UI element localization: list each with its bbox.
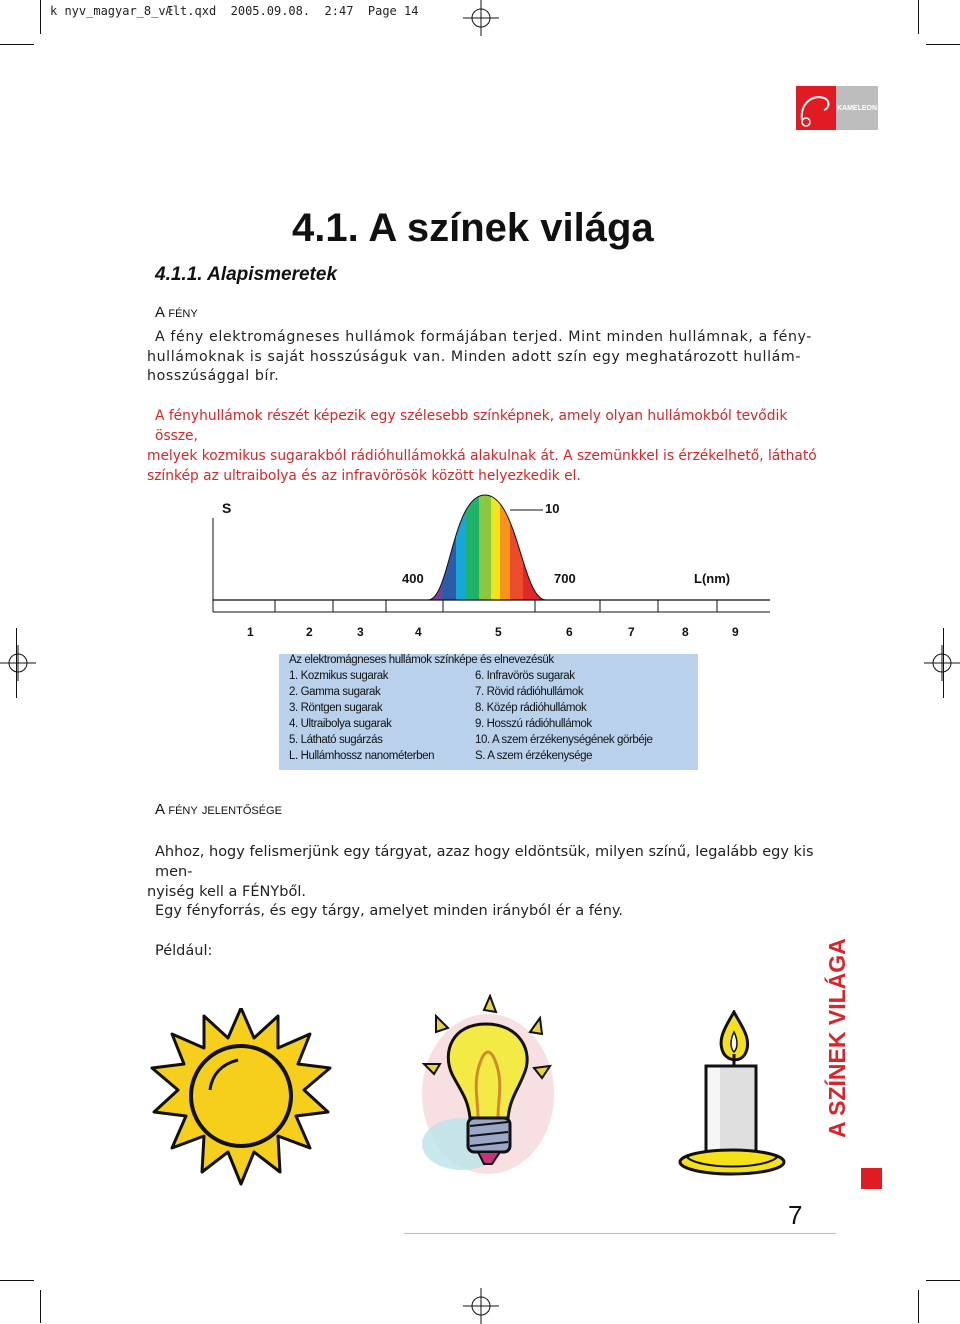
section-subtitle: 4.1.1. Alapismeretek <box>155 264 338 285</box>
registration-mark-icon <box>0 645 36 681</box>
text-line: nyiség kell a FÉNYből. <box>147 884 306 900</box>
text-line: melyek kozmikus sugarakból rádióhullámokká alakulnak át. A szemünkkel is érzékelhető, látható <box>147 448 817 464</box>
legend-item: 8. Közép rádióhullámok <box>475 702 587 714</box>
band-number: 9 <box>732 625 739 639</box>
page-title: 4.1. A színek világa <box>292 206 654 250</box>
spectrum-band <box>491 490 500 602</box>
band-number: 5 <box>495 625 502 639</box>
text-line: A fényhullámok részét képezik egy szélesebb színképnek, amely olyan hullámokból tevődik össze, <box>155 408 788 444</box>
legend-item: 5. Látható sugárzás <box>289 734 383 746</box>
light-bulb-icon <box>412 994 560 1178</box>
registration-mark-icon <box>463 1288 499 1324</box>
crop-mark <box>918 1290 919 1323</box>
text-line: hosszúsággal bír. <box>147 368 280 384</box>
label-wavelength: L(nm) <box>694 571 731 586</box>
axis-ticks <box>275 600 717 612</box>
vertical-chapter-title: A SZÍNEK VILÁGA <box>824 938 850 1138</box>
legend-item: L. Hullámhossz nanométerben <box>289 750 435 762</box>
paragraph-example: Például: <box>155 943 213 959</box>
sun-icon <box>150 1008 332 1186</box>
candle-icon <box>676 1010 788 1178</box>
spectrum-band <box>500 490 510 602</box>
band-number: 6 <box>566 625 573 639</box>
registration-mark-icon <box>924 645 960 681</box>
logo-name: KAMELEON <box>836 86 878 130</box>
legend-item: 7. Rövid rádióhullámok <box>475 686 584 698</box>
band-number: 4 <box>415 625 422 639</box>
label-10: 10 <box>545 501 560 516</box>
chapter-marker-square <box>861 1168 882 1189</box>
crop-mark <box>926 44 960 45</box>
label-s: S <box>222 500 232 516</box>
band-numbers <box>247 625 739 639</box>
text-line: színkép az ultraibolya és az infravörösök között helyezkedik el. <box>147 468 581 484</box>
spectrum-band <box>442 490 456 602</box>
paragraph-recognition <box>147 842 831 902</box>
section-heading-rest: fény jelentősége <box>168 801 282 818</box>
spectrum-diagram <box>200 490 780 650</box>
publisher-logo <box>796 86 878 130</box>
text-line: A fény elektromágneses hullámok formájában terjed. Mint minden hullámnak, a fény- <box>155 329 813 345</box>
spectrum-band <box>479 490 491 602</box>
spectrum-band <box>428 490 442 602</box>
visible-spectrum-bands <box>428 490 547 602</box>
legend-item: S. A szem érzékenysége <box>475 750 593 762</box>
band-number: 3 <box>357 625 364 639</box>
section-heading-first: A <box>155 801 165 818</box>
section-heading-light <box>155 304 198 321</box>
legend-item: 10. A szem érzékenységének görbéje <box>475 734 653 746</box>
registration-mark-icon <box>463 0 499 36</box>
crop-mark <box>40 0 41 34</box>
legend-item: 4. Ultraibolya sugarak <box>289 718 392 730</box>
spectrum-band <box>523 490 547 602</box>
page-number: 7 <box>788 1200 803 1230</box>
band-number: 2 <box>306 625 313 639</box>
paragraph-light-intro <box>147 328 831 387</box>
spectrum-band <box>510 490 523 602</box>
paragraph-spectrum <box>147 406 831 486</box>
crop-mark <box>918 0 919 34</box>
legend-item: 3. Röntgen sugarak <box>289 702 383 714</box>
legend-item: 2. Gamma sugarak <box>289 686 381 698</box>
paragraph-light-source: Egy fényforrás, és egy tárgy, amelyet minden irányból ér a fény. <box>155 903 624 919</box>
text-line: hullámoknak is saját hosszúságuk van. Minden adott szín egy meghatározott hullám- <box>147 348 802 365</box>
section-heading-first: A <box>155 304 165 321</box>
legend-item: 6. Infravörös sugarak <box>475 670 575 682</box>
crop-mark <box>926 1280 960 1281</box>
band-number: 7 <box>628 625 635 639</box>
spectrum-legend <box>279 654 698 770</box>
footer-rule <box>404 1233 836 1234</box>
label-400: 400 <box>402 571 424 586</box>
band-number: 8 <box>682 625 689 639</box>
crop-mark <box>0 1280 34 1281</box>
label-700: 700 <box>554 571 576 586</box>
section-heading-importance <box>155 801 282 818</box>
print-slug: k nyv_magyar_8_vÆlt.qxd 2005.09.08. 2:47 Page 14 <box>50 4 419 18</box>
section-heading-rest: fény <box>168 304 198 321</box>
crop-mark <box>0 44 34 45</box>
crop-mark <box>40 1290 41 1323</box>
legend-item: 9. Hosszú rádióhullámok <box>475 718 592 730</box>
band-number: 1 <box>247 625 254 639</box>
legend-item: 1. Kozmikus sugarak <box>289 670 389 682</box>
legend-title: Az elektromágneses hullámok színképe és elnevezésük <box>289 654 554 666</box>
text-line: Ahhoz, hogy felismerjünk egy tárgyat, azaz hogy eldöntsük, milyen színű, legalább egy kis men- <box>155 844 814 880</box>
chameleon-logo-icon <box>796 86 836 130</box>
spectrum-band <box>456 490 466 602</box>
